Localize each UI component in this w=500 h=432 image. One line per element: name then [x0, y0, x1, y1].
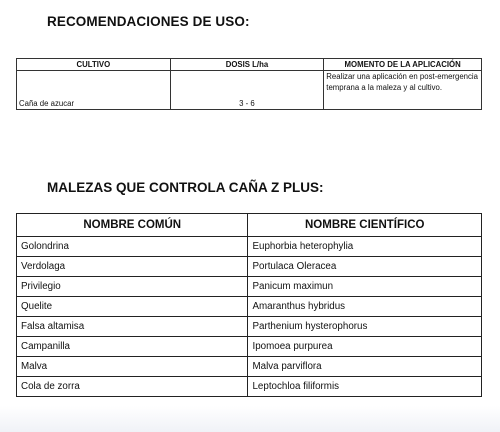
cell-nombre-comun: Quelite: [17, 297, 248, 317]
cell-nombre-cientifico: Parthenium hysterophorus: [248, 317, 482, 337]
header-dosis: DOSIS L/ha: [170, 59, 324, 71]
table-row: [17, 277, 482, 297]
cell-nombre-cientifico: Euphorbia heterophylia: [248, 237, 482, 257]
table-row: [17, 297, 482, 317]
cell-nombre-comun: Cola de zorra: [17, 377, 248, 397]
cell-nombre-cientifico: Portulaca Oleracea: [248, 257, 482, 277]
header-nombre-cientifico: NOMBRE CIENTÍFICO: [248, 214, 482, 237]
cell-nombre-comun: Campanilla: [17, 337, 248, 357]
table-row: [17, 357, 482, 377]
section-title-malezas: MALEZAS QUE CONTROLA CAÑA Z PLUS:: [47, 180, 324, 195]
header-momento: MOMENTO DE LA APLICACIÓN: [324, 59, 482, 71]
header-cultivo: CULTIVO: [17, 59, 171, 71]
table-row: [17, 337, 482, 357]
weeds-table: [16, 213, 482, 397]
cell-nombre-cientifico: Panicum maximun: [248, 277, 482, 297]
table-row: [17, 377, 482, 397]
cell-dosis: 3 - 6: [170, 71, 324, 110]
weeds-table-header-row: [17, 214, 482, 237]
cell-nombre-comun: Verdolaga: [17, 257, 248, 277]
cell-nombre-cientifico: Malva parviflora: [248, 357, 482, 377]
cell-nombre-cientifico: Amaranthus hybridus: [248, 297, 482, 317]
cell-nombre-comun: Malva: [17, 357, 248, 377]
section-title-recomendaciones: RECOMENDACIONES DE USO:: [47, 14, 250, 29]
header-nombre-comun: NOMBRE COMÚN: [17, 214, 248, 237]
table-row: [17, 237, 482, 257]
cell-momento: Realizar una aplicación en post-emergencia temprana a la maleza y al cultivo.: [324, 71, 482, 110]
cell-nombre-cientifico: Ipomoea purpurea: [248, 337, 482, 357]
cell-nombre-comun: Falsa altamisa: [17, 317, 248, 337]
table-row: [17, 317, 482, 337]
cell-cultivo: Caña de azucar: [17, 71, 171, 110]
usage-table-header-row: [17, 59, 482, 71]
bottom-gradient: [0, 406, 500, 432]
cell-nombre-comun: Privilegio: [17, 277, 248, 297]
cell-nombre-comun: Golondrina: [17, 237, 248, 257]
table-row: [17, 257, 482, 277]
cell-nombre-cientifico: Leptochloa filiformis: [248, 377, 482, 397]
usage-table: [16, 58, 482, 110]
usage-table-row: [17, 71, 482, 110]
